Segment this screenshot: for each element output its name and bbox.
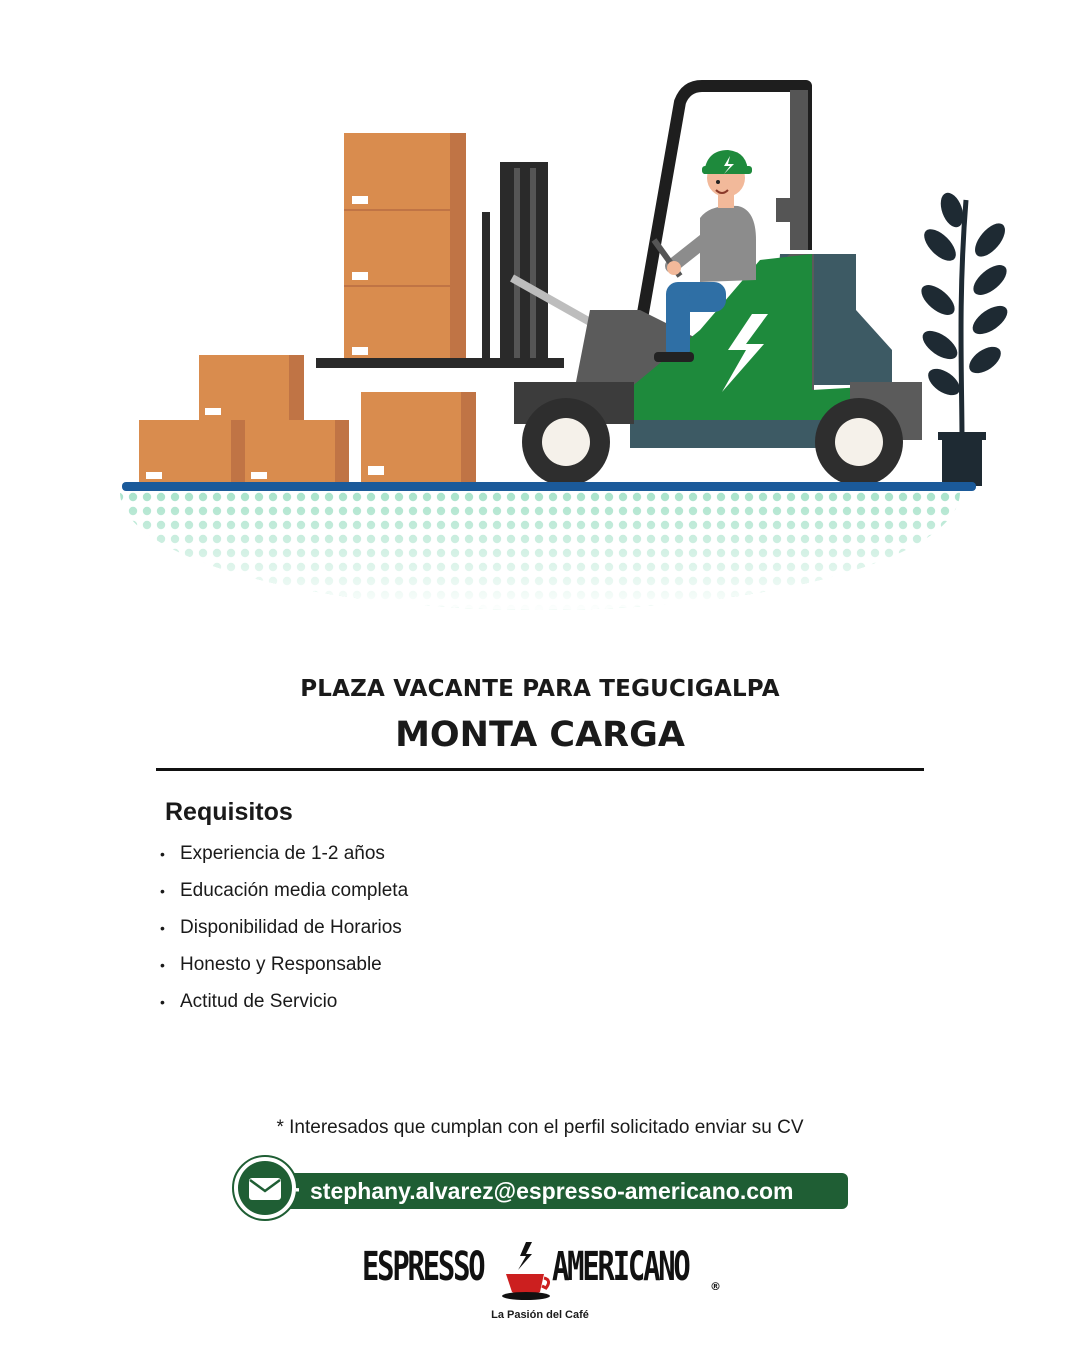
list-item: [160, 914, 408, 951]
bullet-icon: •: [160, 846, 165, 862]
registered-mark: ®: [710, 1280, 721, 1293]
brand-tagline: La Pasión del Café: [491, 1309, 589, 1321]
divider-line: [156, 768, 924, 771]
brand-word-left: ESPRESSO: [362, 1244, 484, 1290]
coffee-cup-icon: [500, 1240, 552, 1302]
list-item: [160, 877, 408, 914]
bullet-icon: •: [160, 920, 165, 936]
envelope-icon: [248, 1177, 282, 1201]
requirements-list: [160, 840, 408, 1025]
bullet-icon: •: [160, 957, 165, 973]
requirement-text: Honesto y Responsable: [180, 954, 382, 975]
brand-word-right: AMERICANO: [552, 1244, 689, 1290]
bullet-icon: •: [160, 994, 165, 1010]
floor-line: [122, 482, 976, 491]
requirement-text: Disponibilidad de Horarios: [180, 917, 402, 938]
job-location-subtitle: PLAZA VACANTE PARA TEGUCIGALPA: [300, 676, 780, 702]
list-item: [160, 951, 408, 988]
boxes-stack: [139, 133, 476, 486]
bullet-icon: •: [160, 883, 165, 899]
halftone-ground: [120, 492, 960, 612]
forklift-illustration: [0, 0, 1080, 620]
requirement-text: Experiencia de 1-2 años: [180, 843, 385, 864]
requirement-text: Educación media completa: [180, 880, 409, 901]
requirements-heading: Requisitos: [165, 798, 293, 826]
list-item: [160, 988, 408, 1025]
plant-icon: [916, 190, 1012, 486]
job-title: MONTA CARGA: [395, 715, 685, 755]
requirement-text: Actitud de Servicio: [180, 991, 338, 1012]
email-badge: [232, 1155, 298, 1221]
list-item: [160, 840, 408, 877]
brand-logo: [360, 1240, 720, 1302]
email-link[interactable]: stephany.alvarez@espresso-americano.com: [310, 1178, 794, 1204]
email-separator: ·: [294, 1180, 301, 1201]
application-note: * Interesados que cumplan con el perfil solicitado enviar su CV: [276, 1117, 804, 1138]
